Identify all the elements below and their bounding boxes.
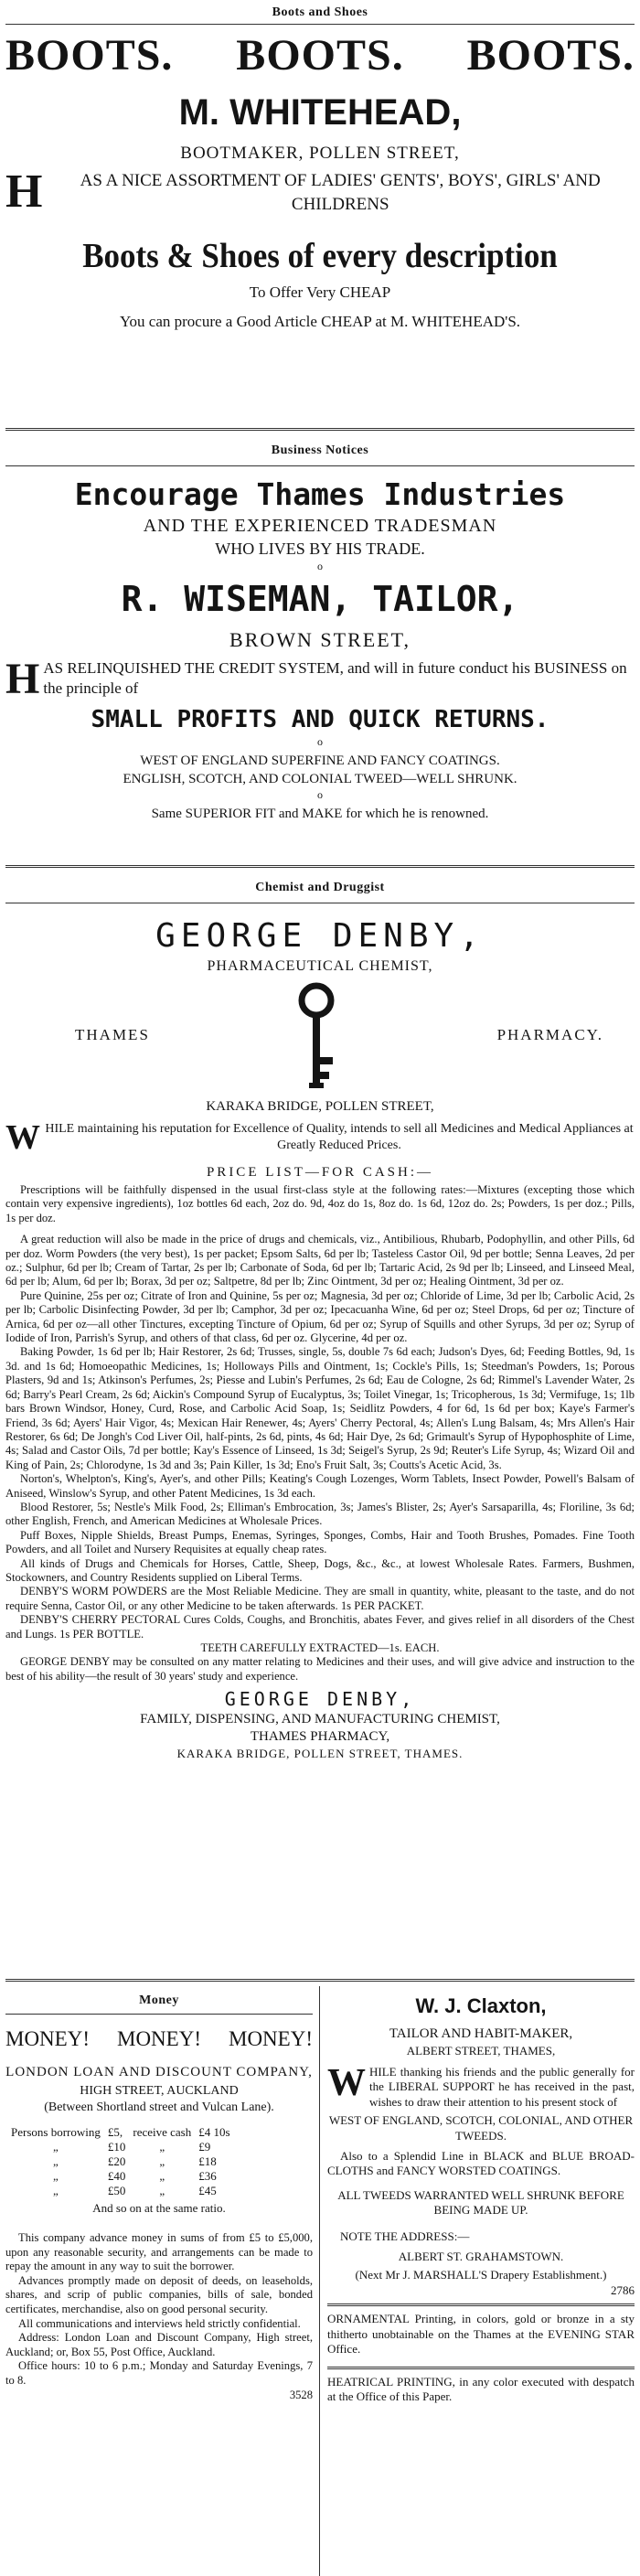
price-paragraph: Prescriptions will be faithfully dispensed in the usual first-class style at the following rates:—Mixtures (excepting those which contain very expensive ingredients), 1oz bottles 6d each, 2oz do. 9d, 4oz do 1s, 8oz do. 1s 6d, 12oz do. 2s; Powders, 1s per doz.; Pills, 1s per doz. <box>5 1183 635 1224</box>
warranty-line: ALL TWEEDS WARRANTED WELL SHRUNK BEFORE BEING MADE UP. <box>337 2187 624 2218</box>
theatrical-notice <box>327 2375 635 2405</box>
money-ad <box>5 1983 313 2572</box>
next-line: (Next Mr J. MARSHALL'S Drapery Establishment.) <box>355 2268 607 2282</box>
claxton-body <box>327 2062 635 2298</box>
boots-headline <box>5 30 635 81</box>
headline-word: BOOTS. <box>236 31 404 80</box>
money-headline <box>5 2026 313 2053</box>
section-heading: Money <box>139 1993 179 2007</box>
table-cell: £50 <box>107 2184 126 2197</box>
advertiser-name: W. J. Claxton, <box>415 1994 547 2017</box>
sub-line: WHO LIVES BY HIS TRADE. <box>215 540 425 558</box>
ornamental-notice <box>327 2312 635 2357</box>
section-heading: Business Notices <box>271 444 369 457</box>
price-list <box>5 1183 635 1683</box>
money-paragraph: Advances promptly made on deposit of deeds, on leaseholds, shares, and scrip of public companies, bills of sale, bonded certificates, merchandise, also on good personal security. <box>5 2273 313 2315</box>
price-paragraph: A great reduction will also be made in the price of drugs and chemicals, viz., Antibilious, Rhubarb, Podophyllin, and other Pills, 6d per doz. Worm Powders (the very best), 1s per packet; Epsom Salts, 6d per lb; Tasteless Castor Oil, 9d per bottle; Senna Leaves, 2d per oz.; Sulphur, 6d per lb; Cream of Tartar, 2s per lb; Carbonate of Soda, 6d per lb; Tartaric Acid, 2s 9d per lb; Linseed, and Linseed Meal, 6d per lb; Alum, 6d per lb; Borax, 3d per oz; Saltpetre, 8d per lb; Zinc Ointment, 3d per oz; Healing Ointment, 3d per oz. <box>5 1233 635 1288</box>
table-row: „ £40 „ £36 <box>7 2169 234 2184</box>
loan-rate-table <box>7 2125 234 2198</box>
drop-cap: H <box>5 166 43 218</box>
drop-cap: W <box>327 2062 366 2104</box>
wiseman-big-line: SMALL PROFITS AND QUICK RETURNS. <box>91 706 549 733</box>
separator: o <box>317 560 323 572</box>
table-cell: £10 <box>107 2140 126 2154</box>
fabrics-line: ENGLISH, SCOTCH, AND COLONIAL TWEED—WELL SHRUNK. <box>123 772 517 786</box>
headline-word: MONEY! <box>229 2027 313 2050</box>
table-cell: £45 <box>198 2184 217 2197</box>
footer-address: KARAKA BRIDGE, POLLEN STREET, THAMES. <box>176 1747 464 1761</box>
table-cell: receive cash <box>133 2125 192 2139</box>
table-cell: £40 <box>107 2169 126 2183</box>
offer-line: To Offer Very CHEAP <box>249 283 391 301</box>
section-heading: Chemist and Druggist <box>255 881 385 894</box>
table-row: „ £20 „ £18 <box>7 2154 234 2169</box>
money-paragraph: Office hours: 10 to 6 p.m.; Monday and Saturday Evenings, 7 to 8. <box>5 2359 313 2387</box>
claxton-ad <box>327 1983 635 2572</box>
denby-intro: W HILE maintaining his reputation for Excellence of Quality, intends to sell all Medicines and Medical Appliances at Greatly Reduced Prices. <box>5 1118 634 1157</box>
price-paragraph: Pure Quinine, 25s per oz; Citrate of Iron and Quinine, 5s per oz; Magnesia, 3d per oz; Chloride of Lime, 3d per lb; Carbolic Acid, 2s per lb; Carbolic Disinfecting Powder, 3d per lb; Camphor, 3d per oz; Ipecacuanha Wine, 6d per oz; Steel Drops, 6d per oz; Tincture of Arnica, 6d per oz—all other Tinctures, excepting Tincture of Opium, 6d per oz; Syrup of Squills and other Syrups, 3d per oz; Syrup of Iodide of Iron, Parrish's Syrup, and others of that class, 6d per oz. Glycerine, 4d per oz. <box>5 1288 635 1345</box>
price-paragraph: DENBY'S WORM POWDERS are the Most Reliable Medicine. They are small in quantity, white, pleasant to the taste, and do not require Senna, Castor Oil, or any other Medicine to be taken afterwards. 1s PER PACKET. <box>5 1585 635 1612</box>
table-cell: Persons borrowing <box>11 2125 101 2139</box>
street-line: ALBERT STREET, THAMES, <box>406 2044 556 2058</box>
denby-ad <box>5 865 635 1977</box>
headline-word: BOOTS. <box>466 31 635 80</box>
key-icon <box>289 982 344 1090</box>
ad-number: 3528 <box>289 2388 313 2401</box>
headline-word: MONEY! <box>117 2027 201 2050</box>
sub-line: AND THE EXPERIENCED TRADESMAN <box>143 516 497 536</box>
advertiser-name: R. WISEMAN, TAILOR, <box>121 579 519 619</box>
wiseman-ad <box>5 428 635 861</box>
table-cell: £36 <box>198 2169 217 2183</box>
fabrics-line: WEST OF ENGLAND SUPERFINE AND FANCY COATINGS. <box>140 754 500 768</box>
table-cell: £18 <box>198 2154 217 2168</box>
column-divider <box>319 1986 320 2576</box>
trade-line: TAILOR AND HABIT-MAKER, <box>389 2026 573 2041</box>
table-cell: £20 <box>107 2154 126 2168</box>
price-paragraph: Baking Powder, 1s 6d per lb; Hair Restorer, 2s 6d; Trusses, single, 5s, double 7s 6d each; Judson's Dyes, 6d; Feeding Bottles, 9d, 1s 3d. and 1s 6d; Homoeopathic Medicines, 1s; Holloways Pills and Ointment, 1s; Cockle's Pills, 1s; Steedman's Powders, 1s; Porous Plasters, 9d and 1s; Atkinson's Perfumes, 2s; Piesse and Lubin's Perfumes, 2s 6d; Eau de Cologne, 2s 6d; Rimmel's Lavender Water, 2s 6d; Barry's Pearl Cream, 2s 6d; Aickin's Compound Syrup of Eucalyptus, 3s; Toilet Vinegar, 1s; Tricopherous, 1s 3d; Vermifuge, 1s; 1lb bars Brown Windsor, Honey, Curd, Rose, and Carbolic Acid Soap, 1s; Seidlitz Powders, 4 for 6d, 1s 6d per box; Kaye's Farmer's Friend, 3s 6d; Ayers' Hair Vigor, 4s; Mexican Hair Renewer, 4s; Ayers' Cherry Pectoral, 4s; Allen's Lung Balsam, 4s; Mrs Allen's Hair Restorer, 6s 6d; De Jongh's Cod Liver Oil, half-pints, 2s 6d, pints, 4s 6d; Hair Dye, 2s 6d; Grimault's Syrup of Hypophosphite of Lime, 4s; Salad and Castor Oils, 7d per bottle; Kay's Essence of Linseed, 1s 3d; Seigel's Syrup, 2s 9d; Reuter's Life Syrup, 4s; Wizard Oil and King of Pain, 2s; Chlorodyne, 1s 3d and 3s; Pain Killer, 1s 3d; Eno's Fruit Salt, 3s; Coutts's Acetic Acid, 3s. <box>5 1345 635 1471</box>
claxton-paragraph: Also to a Splendid Line in BLACK and BLUE BROAD-CLOTHS and FANCY WORSTED COATINGS. <box>327 2149 635 2178</box>
price-paragraph: Puff Boxes, Nipple Shields, Breast Pumps, Enemas, Syringes, Sponges, Combs, Hair and Tooth Brushes, Pomades. Fine Tooth Powders, and all Toilet and Nursery Requisites at equally cheap rates. <box>5 1528 635 1556</box>
intro-paragraph: H AS A NICE ASSORTMENT OF LADIES' GENTS', BOYS', GIRLS' AND CHILDRENS <box>5 166 601 218</box>
ad-number: 2786 <box>611 2282 635 2297</box>
boots-ad <box>5 0 635 424</box>
separator: o <box>317 788 323 801</box>
footer-name: GEORGE DENBY, <box>224 1688 416 1711</box>
price-paragraph: Norton's, Whelpton's, King's, Ayer's, and other Pills; Keating's Cough Lozenges, Worm Tablets, Insect Powder, Powell's Balsam of Aniseed, Winslow's Syrup, and other Patent Medicines, 1s 3d each. <box>5 1472 635 1500</box>
address-label: NOTE THE ADDRESS:— <box>340 2229 470 2243</box>
table-cell: „ <box>159 2169 165 2183</box>
stock-line: WEST OF ENGLAND, SCOTCH, COLONIAL, AND OTHER TWEEDS. <box>328 2113 634 2143</box>
wiseman-headline: Encourage Thames Industries <box>74 476 566 512</box>
street-line: BROWN STREET, <box>229 628 411 651</box>
boots-big-line: Boots & Shoes of every description <box>82 237 558 275</box>
notice-paragraph: ORNAMENTAL Printing, in colors, gold or bronze in a sty thitherto unobtainable on the Thames at the EVENING STAR Office. <box>327 2312 635 2357</box>
price-paragraph: Blood Restorer, 5s; Nestle's Milk Food, 2s; Elliman's Embrocation, 3s; James's Blister, 2s; Ayer's Sarsaparilla, 4s; Floriline, 3s 6d; other English, French, and American Medicines at Wholesale Prices. <box>5 1500 635 1528</box>
drop-cap: H <box>5 655 40 703</box>
table-cell: £9 <box>198 2140 211 2154</box>
company-name: LONDON LOAN AND DISCOUNT COMPANY, <box>5 2065 313 2079</box>
street-line: HIGH STREET, AUCKLAND <box>80 2084 239 2098</box>
separator: o <box>317 735 323 748</box>
renown-line: Same SUPERIOR FIT and MAKE for which he is renowned. <box>151 807 489 821</box>
advertiser-name: M. WHITEHEAD, <box>178 92 462 133</box>
price-paragraph: DENBY'S CHERRY PECTORAL Cures Colds, Coughs, and Bronchitis, abates Fever, and gives relief in all disorders of the Chest and Lungs. 1s PER BOTTLE. <box>5 1613 635 1641</box>
bottom-columns <box>5 1979 635 2576</box>
advertiser-name: GEORGE DENBY, <box>155 917 485 955</box>
pharmacy-label: PHARMACY. <box>496 1026 603 1043</box>
table-cell: £4 10s <box>198 2125 230 2139</box>
drop-cap: W <box>5 1118 40 1157</box>
money-paragraph: All communications and interviews held strictly confidential. <box>18 2316 301 2330</box>
table-row <box>7 2125 234 2140</box>
money-paragraph: This company advance money in sums of from £5 to £5,000, upon any reasonable security, and arrangements can be made to repay the amount in any way to suit the borrower. <box>5 2231 313 2273</box>
headline-word: MONEY! <box>5 2027 90 2050</box>
table-cell: „ <box>159 2154 165 2168</box>
consult-paragraph: GEORGE DENBY may be consulted on any matter relating to Medicines and their uses, and will give advice and instruction to the best of his ability—the result of 30 years' study and experience. <box>5 1655 635 1683</box>
table-cell: „ <box>159 2140 165 2154</box>
section-heading: Boots and Shoes <box>272 5 368 19</box>
same-rate-line: And so on at the same ratio. <box>92 2201 226 2215</box>
key-row <box>5 982 635 1092</box>
claxton-paragraph: HILE thanking his friends and the public generally for the LIBERAL SUPPORT he has received in the past, wishes to draw their attention to his present stock of <box>369 2065 635 2109</box>
between-line: (Between Shortland street and Vulcan Lane). <box>44 2100 274 2114</box>
address-line: KARAKA BRIDGE, POLLEN STREET, <box>206 1099 434 1114</box>
price-paragraph: All kinds of Drugs and Chemicals for Horses, Cattle, Sheep, Dogs, &c., &c., at lowest Wholesale Rates. Farmers, Bushmen, Stockowners, and Country Residents supplied on Liberal Terms. <box>5 1556 635 1584</box>
money-body <box>5 2231 313 2402</box>
teeth-line: TEETH CAREFULLY EXTRACTED—1s. EACH. <box>200 1641 440 1654</box>
trade-line: BOOTMAKER, POLLEN STREET, <box>180 144 460 163</box>
table-row: „ £50 „ £45 <box>7 2184 234 2198</box>
table-row: „ £10 „ £9 <box>7 2140 234 2154</box>
table-cell: £5, <box>107 2125 123 2139</box>
thames-label: THAMES <box>75 1026 150 1043</box>
address-line: ALBERT ST. GRAHAMSTOWN. <box>398 2250 564 2264</box>
headline-word: BOOTS. <box>5 31 174 80</box>
footer-pharmacy: THAMES PHARMACY, <box>250 1729 390 1745</box>
table-cell: „ <box>159 2184 165 2197</box>
notice-paragraph: HEATRICAL PRINTING, in any color executed with despatch at the Office of this Paper. <box>327 2374 635 2403</box>
money-paragraph: Address: London Loan and Discount Company, High street, Auckland; or, Box 55, Post Office, Auckland. <box>5 2331 313 2358</box>
price-list-heading: PRICE LIST—FOR CASH:— <box>206 1165 434 1180</box>
procure-line: You can procure a Good Article CHEAP at M. WHITEHEAD'S. <box>119 313 521 330</box>
footer-trade: FAMILY, DISPENSING, AND MANUFACTURING CHEMIST, <box>140 1712 500 1727</box>
wiseman-body: H AS RELINQUISHED THE CREDIT SYSTEM, and will in future conduct his BUSINESS on the principle of <box>5 655 627 703</box>
trade-line: PHARMACEUTICAL CHEMIST, <box>207 958 433 974</box>
